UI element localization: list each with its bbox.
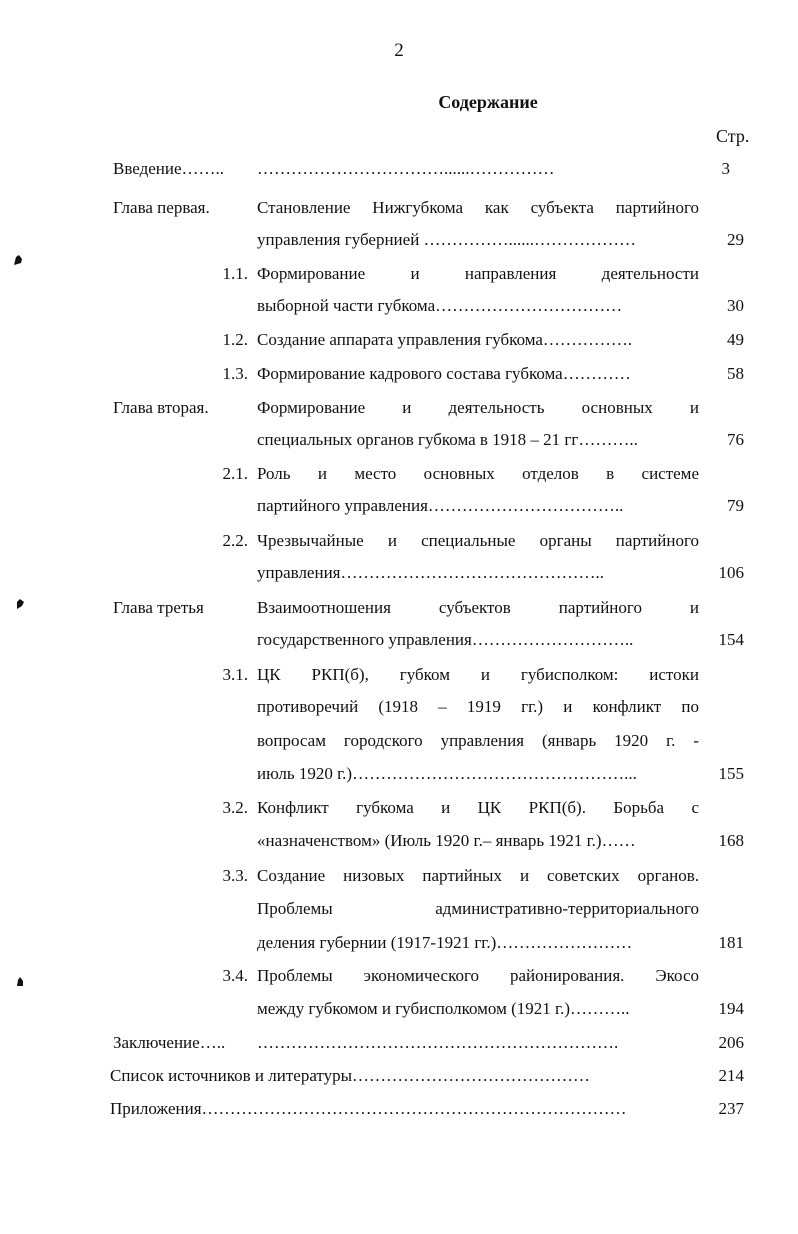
toc-entry-label: 3.1. — [222, 665, 248, 684]
toc-entry-page: 79 — [727, 496, 744, 515]
toc-entry-label: 2.1. — [222, 464, 248, 483]
toc-entry-title-line: Проблемы административно-территориального — [257, 899, 699, 918]
toc-entry-label: Глава вторая. — [113, 398, 209, 417]
page-number: 2 — [394, 40, 404, 61]
toc-entry-title-line: выборной части губкома…………………………… — [257, 296, 623, 315]
toc-entry-page: 237 — [718, 1099, 744, 1118]
margin-mark-icon — [14, 597, 26, 611]
toc-entry-title-line: между губкомом и губисполкомом (1921 г.)……….. — [257, 999, 630, 1018]
toc-entry-page: 194 — [718, 999, 744, 1018]
toc-entry-page: 155 — [718, 764, 744, 783]
toc-entry-title-line: Чрезвычайные и специальные органы партийного — [257, 531, 699, 550]
margin-mark-icon — [12, 253, 24, 267]
toc-entry-page: 3 — [721, 159, 730, 178]
toc-entry-label: 1.2. — [222, 330, 248, 349]
toc-entry-page: 58 — [727, 364, 744, 383]
toc-entry-title-line: Создание аппарата управления губкома……………. — [257, 330, 633, 349]
toc-entry-label: 3.3. — [222, 866, 248, 885]
toc-entry-label: 1.1. — [222, 264, 248, 283]
toc-entry-title-line: государственного управления……………………….. — [257, 630, 634, 649]
toc-entry-page: 49 — [727, 330, 744, 349]
toc-entry-title-line: ЦК РКП(б), губком и губисполком: истоки — [257, 665, 699, 684]
toc-entry-page: 30 — [727, 296, 744, 315]
toc-entry-title-line: Проблемы экономического районирования. Экосо — [257, 966, 699, 985]
toc-entry-page: 106 — [718, 563, 744, 582]
toc-entry-page: 181 — [718, 933, 744, 952]
toc-entry-title-line: «назначенством» (Июль 1920 г.– январь 1921 г.)…… — [257, 831, 636, 850]
toc-entry-title-line: Конфликт губкома и ЦК РКП(б). Борьба с — [257, 798, 699, 817]
toc-entry-page: 29 — [727, 230, 744, 249]
toc-entry-label: 2.2. — [222, 531, 248, 550]
margin-mark-icon — [14, 975, 26, 989]
toc-entry-title-line: управления губернией ……………......……………… — [257, 230, 637, 249]
page-column-header: Стр. — [716, 126, 750, 146]
toc-entry-page: 168 — [718, 831, 744, 850]
toc-entry-title-line: июль 1920 г.)…………………………………………... — [257, 764, 637, 783]
toc-entry-title-line: управления……………………………………….. — [257, 563, 604, 582]
toc-entry-label: Введение…….. — [113, 159, 225, 178]
toc-entry-title-line: противоречий (1918 – 1919 гг.) и конфликт по — [257, 697, 699, 716]
toc-title: Содержание — [438, 92, 538, 112]
toc-entry-label: 3.2. — [222, 798, 248, 817]
toc-entry-title-line: специальных органов губкома в 1918 – 21 гг……….. — [257, 430, 638, 449]
toc-entry-label: Список источников и литературы…………………………………… — [110, 1066, 591, 1085]
toc-entry-title-line: Формирование и направления деятельности — [257, 264, 699, 283]
toc-entry-label: 1.3. — [222, 364, 248, 383]
toc-entry-title-line: ……………………………......…………… — [257, 159, 555, 178]
toc-entry-title-line: деления губернии (1917-1921 гг.)…………………… — [257, 933, 633, 952]
toc-entry-label: Глава третья — [113, 598, 204, 617]
toc-entry-title-line: Роль и место основных отделов в системе — [257, 464, 699, 483]
toc-entry-title-line: ………………………………………………………. — [257, 1033, 619, 1052]
toc-entry-page: 214 — [718, 1066, 744, 1085]
toc-entry-label: Заключение….. — [113, 1033, 226, 1052]
toc-entry-page: 154 — [718, 630, 744, 649]
toc-entry-title-line: вопросам городского управления (январь 1920 г. - — [257, 731, 699, 750]
toc-entry-label: Приложения………………………………………………………………… — [110, 1099, 627, 1118]
toc-entry-page: 76 — [727, 430, 744, 449]
toc-entry-title-line: Формирование кадрового состава губкома………… — [257, 364, 631, 383]
toc-entry-label: Глава первая. — [113, 198, 210, 217]
toc-entry-title-line: Создание низовых партийных и советских органов. — [257, 866, 699, 885]
toc-entry-title-line: Становление Нижгубкома как субъекта партийного — [257, 198, 699, 217]
toc-entry-label: 3.4. — [222, 966, 248, 985]
toc-entry-title-line: партийного управления…………………………….. — [257, 496, 624, 515]
toc-entry-title-line: Взаимоотношения субъектов партийного и — [257, 598, 699, 617]
toc-entry-title-line: Формирование и деятельность основных и — [257, 398, 699, 417]
toc-entry-page: 206 — [718, 1033, 744, 1052]
